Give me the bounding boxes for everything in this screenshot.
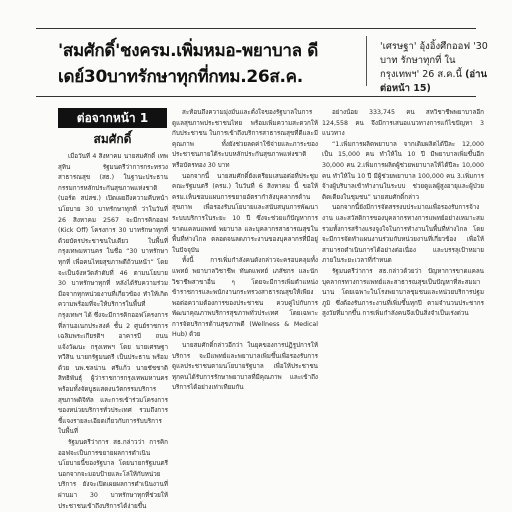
paragraph: ทั้งนี้ การเพิ่มกำลังคนดังกล่าวจะครอบคลุมทั้งแพทย์ พยาบาลวิชาชีพ ทันตแพทย์ เภสัชกร และนักวิชาชีพสาขาอื่น ๆ โดยจะมีการเพิ่มตำแหน่งข้าราชการและพนักงานกระทรวงสาธารณสุขให้เพียงพอต่อความต้องการของประชาชน ควบคู่ไปกับการพัฒนาคุณภาพบริการสุขภาพทั่วประเทศ โดยเฉพาะการจัดบริการด้านสุขภาพดี (Wellness & Medical Hub) ด้วย: [172, 257, 318, 339]
headline-rule: [36, 96, 476, 97]
paragraph: รัฐมนตรีว่าการ สธ.กล่าวว่า การคิกออฟจะเป็นการขยายผลการดำเนินนโยบายนี้ของรัฐบาล โดยนายกรัฐมนตรี นอกจากจะมอบป้ายและโล่ให้กับหน่วยบริการ ยังจะเปิดเผยผลการดำเนินงานที่ผ่านมา 30 บาทรักษาทุกที่ช่วยให้ประชาชนเข้าถึงบริการได้ง่ายขึ้น: [58, 439, 168, 510]
byline: สมศักดิ์: [93, 132, 132, 146]
sidebar-teaser: 'เศรษฐา' อุ้งอิ้งศึกออฟ '30 บาท รักษาทุกที่ ในกรุงเทพฯ' 26 ส.ค.นี้: [380, 41, 488, 80]
paragraph: สะท้อนถึงความมุ่งมั่นและตั้งใจของรัฐบาลในการดูแลสุขภาพประชาชนไทย พร้อมเพิ่มความสะดวกให้กับประชาชน ในการเข้าถึงบริการสาธารณสุขที่ดีและมีคุณภาพ ทั้งยังช่วยลดค่าใช้จ่ายและภาระของประชาชนภายใต้ระบบหลักประกันสุขภาพแห่งชาติ หรือบัตรทอง 30 บาท: [172, 109, 318, 169]
sidebar-divider: [366, 36, 367, 86]
paragraph: อย่างน้อย 333,745 คน สหวิชาชีพพยาบาลอีก 124,558 คน จึงมีการเสนอแนวทางการแก้ไขปัญหา 3 แนวทาง: [322, 109, 484, 138]
article-column-3: [322, 108, 484, 510]
paragraph: นายสมศักดิ์กล่าวอีกว่า ในยุคของการปฏิรูปการให้บริการ จะมีแพทย์และพยาบาลเพิ่มขึ้นเพื่อรองรับการดูแลประชาชนตามนโยบายรัฐบาล เพื่อให้ประชาชนทุกคนได้รับการรักษาพยาบาลที่มีคุณภาพ และเข้าถึงบริการได้อย่างเท่าเทียมกัน: [172, 342, 318, 392]
top-rule: [36, 28, 476, 29]
continued-label: ต่อจากหน้า 1: [58, 108, 167, 128]
paragraph: เมื่อวันที่ 4 สิงหาคม นายสมศักดิ์ เทพสุทิน รัฐมนตรีว่าการกระทรวงสาธารณสุข (สธ.) ในฐานะประธานกรรมการหลักประกันสุขภาพแห่งชาติ (บอร์ด สปสช.) เปิดเผยถึงความคืบหน้านโยบาย 30 บาทรักษาทุกที่ ว่าในวันที่ 26 สิงหาคม 2567 จะมีการคิกออฟ (Kick Off) โครงการ 30 บาทรักษาทุกที่ด้วยบัตรประชาชนใบเดียว ในพื้นที่กรุงเทพมหานคร ในชื่อ “30 บาทรักษาทุกที่ เพื่อคนไทยสุขภาพดีถ้วนหน้า” โดยจะเป็นจังหวัดลำดับที่ 46 ตามนโยบาย 30 บาทรักษาทุกที่ หลังได้รับความร่วมมือจากทุกหน่วยงานที่เกี่ยวข้อง ทำให้เกิดความพร้อมที่จะให้บริการในพื้นที่กรุงเทพฯ ได้ ซึ่งจะมีการคิกออฟโครงการที่ลานอเนกประสงค์ ชั้น 2 ศูนย์ราชการเฉลิมพระเกียรติฯ อาคารบี ถนนแจ้งวัฒนะ กรุงเทพฯ โดย นายเศรษฐา ทวีสิน นายกรัฐมนตรี เป็นประธาน พร้อมด้วย นพ.ชลน่าน ศรีแก้ว นายชัชชาติ สิทธิพันธุ์ ผู้ว่าราชการกรุงเทพมหานคร พร้อมทั้งจัดบูธแสดงนวัตกรรมบริการสุขภาพดิจิทัล และการเข้าร่วมโครงการ ของหน่วยบริการทั่วประเทศ รวมถึงการชี้แจงรายละเอียดเกี่ยวกับการรับบริการในพื้นที่: [58, 153, 168, 436]
paragraph: “1.เพิ่มการผลิตพยาบาล จากเดิมผลิตได้ปีละ 12,000 เป็น 15,000 คน ทำให้ใน 10 ปี มีพยาบาลเพิ่มขึ้นอีก 30,000 คน 2.เพิ่มการผลิตผู้ช่วยพยาบาลให้ได้ปีละ 10,000 คน ทำให้ใน 10 ปี มีผู้ช่วยพยาบาล 100,000 คน 3.เพิ่มการจ้างผู้บริบาลเข้าทำงานในระบบ ช่วยดูแลผู้สูงอายุและผู้ป่วยติดเตียงในชุมชน” นายสมศักดิ์กล่าว: [322, 140, 484, 201]
paragraph: นอกจากนี้ นายสมศักดิ์ยังเตรียมเสนอต่อที่ประชุมคณะรัฐมนตรี (ครม.) ในวันที่ 6 สิงหาคม นี้ ขอให้ ครม.เห็นชอบแผนการขยายอัตรากำลังบุคลากรด้านสุขภาพ เพื่อรองรับนโยบายและสนับสนุนการพัฒนาระบบบริการในระยะ 10 ปี ซึ่งจะช่วยแก้ปัญหาการขาดแคลนแพทย์ พยาบาล และบุคลากรสาธารณสุขในพื้นที่ห่างไกล ตลอดจนลดภาระงานของบุคลากรที่มีอยู่ในปัจจุบัน: [172, 172, 318, 254]
article-column-1: [58, 152, 168, 510]
headline: 'สมศักดิ์'ชงครม.เพิ่มหมอ-พยาบาล ดีเดย์30บาทรักษาทุกที่กทม.26ส.ค.: [58, 41, 319, 87]
article-column-2: [172, 108, 318, 510]
paragraph: รัฐมนตรีว่าการ สธ.กล่าวด้วยว่า ปัญหาการขาดแคลนบุคลากรทางการแพทย์และสาธารณสุขเป็นปัญหาที่สะสมมานาน โดยเฉพาะในโรงพยาบาลชุมชนและหน่วยบริการปฐมภูมิ ซึ่งต้องรับภาระงานที่เพิ่มขึ้นทุกปี ตามจำนวนประชากรสูงวัยที่มากขึ้น การเพิ่มกำลังคนจึงเป็นสิ่งจำเป็นเร่งด่วน: [322, 267, 484, 318]
sidebar-teaser-box: [380, 40, 488, 96]
sidebar-page-ref[interactable]: (อ่านต่อหน้า 15): [380, 69, 487, 94]
paragraph: นอกจากนี้ยังมีการจัดสรรงบประมาณเพื่อรองรับการจ้างงาน และสวัสดิการของบุคลากรทางการแพทย์อย่างเหมาะสม รวมทั้งการสร้างแรงจูงใจในการทำงานในพื้นที่ห่างไกล โดยจะมีการจัดทำแผนงานร่วมกับหน่วยงานที่เกี่ยวข้อง เพื่อให้สามารถดำเนินการได้อย่างต่อเนื่อง และบรรลุเป้าหมายภายในระยะเวลาที่กำหนด: [322, 204, 484, 265]
